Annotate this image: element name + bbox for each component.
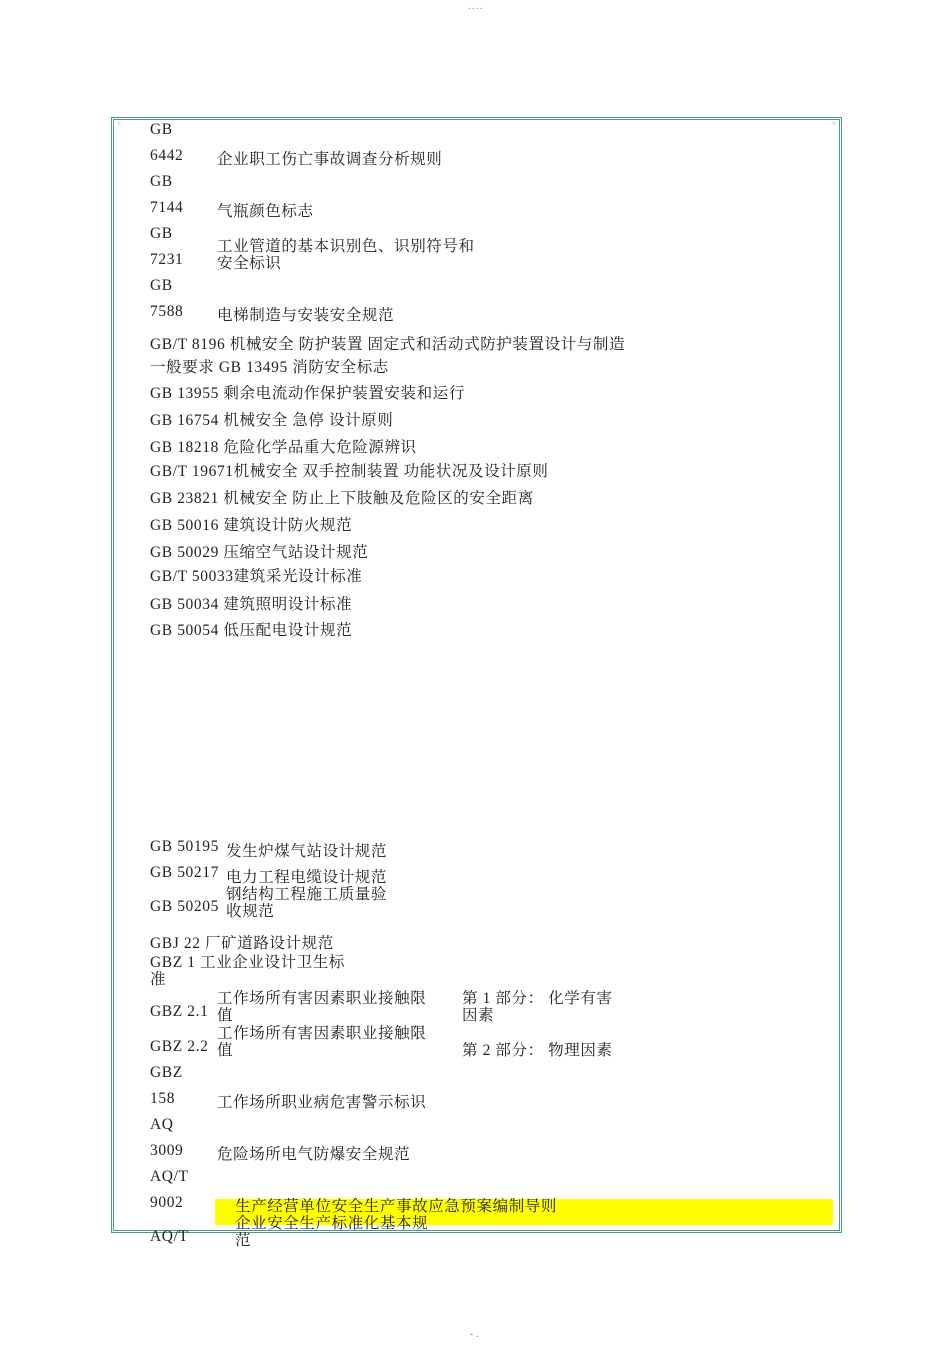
standard-line: GB 23821 机械安全 防止上下肢触及危险区的安全距离: [150, 490, 534, 507]
standard-code: GB: [150, 277, 173, 294]
standard-title-part: 第 2 部分： 物理因素: [462, 1042, 613, 1059]
standard-line: 一般要求 GB 13495 消防安全标志: [150, 359, 389, 376]
standard-title: 工作场所有害因素职业接触限: [217, 1025, 427, 1042]
header-mark: ....: [468, 2, 484, 12]
standard-line: GB 50016 建筑设计防火规范: [150, 517, 353, 534]
standard-title: 工作场所职业病危害警示标识: [217, 1094, 427, 1111]
standard-line: GB/T 50033建筑采光设计标准: [150, 568, 363, 585]
standard-line: GB 13955 剩余电流动作保护装置安装和运行: [150, 385, 465, 402]
standard-title: 收规范: [226, 903, 275, 920]
standard-code: GBZ: [150, 1064, 183, 1081]
standard-title: 钢结构工程施工质量验: [226, 886, 388, 903]
standard-title: 生产经营单位安全生产事故应急预案编制导则: [235, 1198, 558, 1215]
standard-line: GB 18218 危险化学品重大危险源辨识: [150, 439, 417, 456]
table-frame: [111, 117, 842, 1233]
standard-line: GB 50034 建筑照明设计标准: [150, 596, 353, 613]
standard-code: AQ: [150, 1116, 174, 1133]
standard-code: GBZ 2.2: [150, 1038, 209, 1055]
standard-title: 企业安全生产标准化基本规: [235, 1215, 429, 1232]
footer-mark: - .: [470, 1330, 479, 1340]
standard-code: AQ/T: [150, 1228, 189, 1245]
standard-code: GB 50217: [150, 864, 219, 881]
standard-title: 工业管道的基本识别色、识别符号和: [217, 238, 475, 255]
standard-title: 电梯制造与安装安全规范: [217, 307, 395, 324]
standard-code: 3009: [150, 1142, 184, 1159]
standard-line: GB/T 8196 机械安全 防护装置 固定式和活动式防护装置设计与制造: [150, 336, 626, 353]
standard-code: 6442: [150, 147, 184, 164]
standard-title: 企业职工伤亡事故调查分析规则: [217, 151, 443, 168]
standard-code: 9002: [150, 1194, 184, 1211]
standard-code: GB: [150, 121, 173, 138]
standard-title: 范: [235, 1232, 252, 1249]
standard-line: GB/T 19671机械安全 双手控制装置 功能状况及设计原则: [150, 463, 549, 480]
corner-mark-icon: ⌝: [831, 122, 835, 130]
standard-code: GB: [150, 173, 173, 190]
standard-code: 158: [150, 1090, 176, 1107]
standard-title: 气瓶颜色标志: [217, 203, 314, 220]
standard-line: GB 16754 机械安全 急停 设计原则: [150, 412, 394, 429]
standard-line: GB 50029 压缩空气站设计规范: [150, 544, 369, 561]
standard-title: 安全标识: [217, 255, 282, 272]
standard-title: 电力工程电缆设计规范: [226, 869, 388, 886]
standard-title-part: 因素: [462, 1007, 495, 1024]
standard-code: 7231: [150, 251, 184, 268]
standard-title: 危险场所电气防爆安全规范: [217, 1146, 411, 1163]
standard-code: GB: [150, 225, 173, 242]
standard-code: 7144: [150, 199, 184, 216]
standard-title: 发生炉煤气站设计规范: [226, 843, 388, 860]
standard-code: GBZ 2.1: [150, 1003, 209, 1020]
corner-mark-icon: ⌜: [118, 122, 122, 130]
standard-code: GB 50205: [150, 898, 219, 915]
standard-code: GB 50195: [150, 838, 219, 855]
standard-title: 值: [217, 1042, 234, 1059]
standard-line: GB 50054 低压配电设计规范: [150, 622, 353, 639]
standard-title-part: 第 1 部分： 化学有害: [462, 990, 613, 1007]
standard-line: GBJ 22 厂矿道路设计规范: [150, 935, 334, 952]
standard-title: 工作场所有害因素职业接触限: [217, 990, 427, 1007]
standard-line: 准: [150, 971, 167, 988]
standard-title: 值: [217, 1007, 234, 1024]
standard-line: GBZ 1 工业企业设计卫生标: [150, 954, 346, 971]
standard-code: AQ/T: [150, 1168, 189, 1185]
standard-code: 7588: [150, 303, 184, 320]
